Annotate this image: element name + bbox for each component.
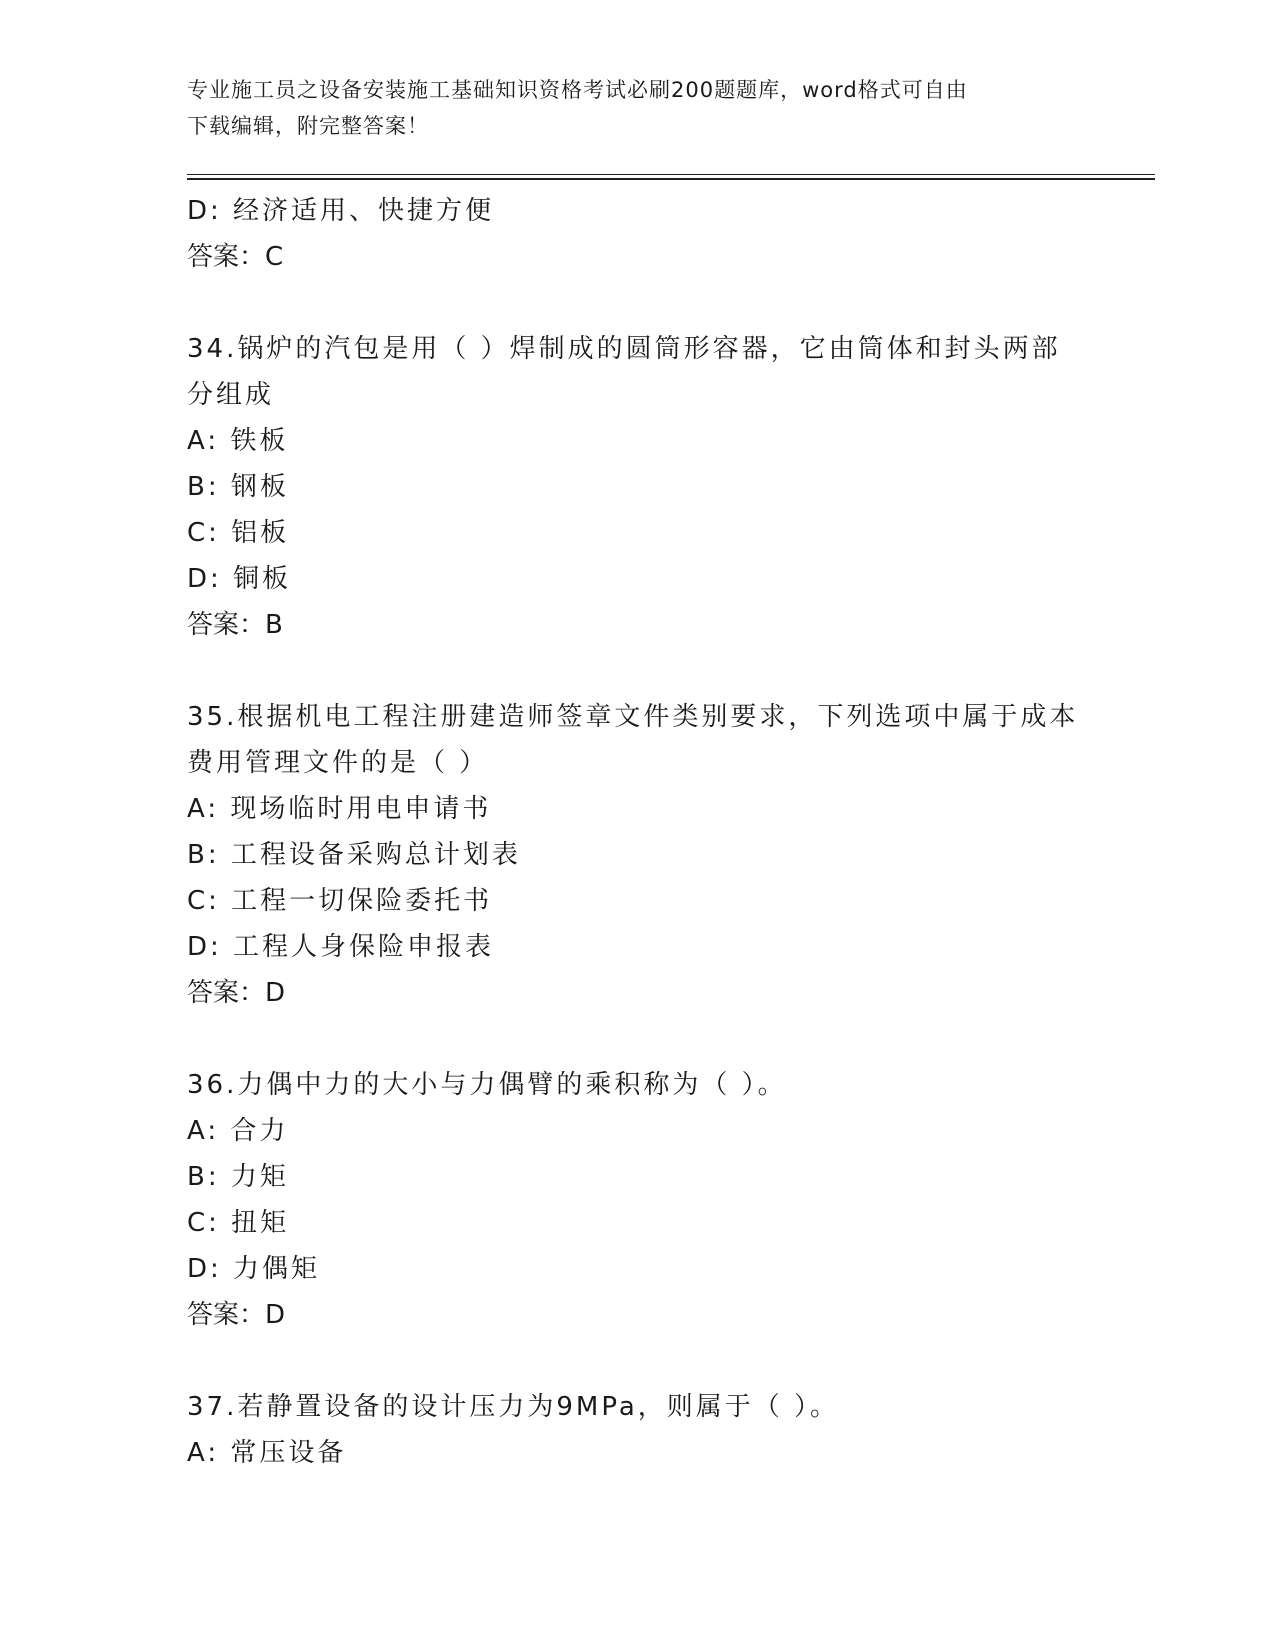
option-d: D: 力偶矩 — [187, 1254, 321, 1284]
question-gap — [187, 1338, 1087, 1384]
option-b: B: 钢板 — [187, 472, 289, 502]
question-stem: 37.若静置设备的设计压力为9MPa，则属于（ ）。 — [187, 1392, 840, 1422]
answer-label: 答案：D — [187, 978, 286, 1008]
option-a: A: 合力 — [187, 1116, 289, 1146]
question-gap — [187, 1016, 1087, 1062]
option-a: A: 现场临时用电申请书 — [187, 794, 492, 824]
option-b: B: 工程设备采购总计划表 — [187, 840, 521, 870]
question-stem-cont: 费用管理文件的是（ ） — [187, 748, 489, 778]
option-b: B: 力矩 — [187, 1162, 289, 1192]
question-stem: 34.锅炉的汽包是用（ ）焊制成的圆筒形容器，它由筒体和封头两部 — [187, 334, 1061, 364]
question-gap — [187, 280, 1087, 326]
option-d: D: 工程人身保险申报表 — [187, 932, 495, 962]
option-a: A: 铁板 — [187, 426, 289, 456]
question-stem-cont: 分组成 — [187, 380, 275, 410]
header-divider-bottom — [187, 178, 1155, 180]
option-d: D: 铜板 — [187, 564, 292, 594]
question-gap — [187, 648, 1087, 694]
question-37 — [187, 1384, 1087, 1476]
document-header — [187, 72, 1067, 144]
question-36 — [187, 1062, 1087, 1338]
option-a: A: 常压设备 — [187, 1438, 347, 1468]
header-title-line1: 专业施工员之设备安装施工基础知识资格考试必刷200题题库，word格式可自由 — [187, 78, 968, 102]
answer-label: 答案：C — [187, 242, 284, 272]
question-stem: 36.力偶中力的大小与力偶臂的乘积称为（ ）。 — [187, 1070, 787, 1100]
option-c: C: 工程一切保险委托书 — [187, 886, 493, 916]
question-35 — [187, 694, 1087, 1016]
option-c: C: 扭矩 — [187, 1208, 290, 1238]
option-d: D: 经济适用、快捷方便 — [187, 196, 495, 226]
option-c: C: 铝板 — [187, 518, 290, 548]
header-divider-top — [187, 174, 1155, 175]
question-34 — [187, 326, 1087, 648]
answer-label: 答案：D — [187, 1300, 286, 1330]
answer-label: 答案：B — [187, 610, 283, 640]
header-title-line2: 下载编辑，附完整答案！ — [187, 114, 429, 138]
question-list — [187, 188, 1087, 1476]
question-stem: 35.根据机电工程注册建造师签章文件类别要求，下列选项中属于成本 — [187, 702, 1079, 732]
